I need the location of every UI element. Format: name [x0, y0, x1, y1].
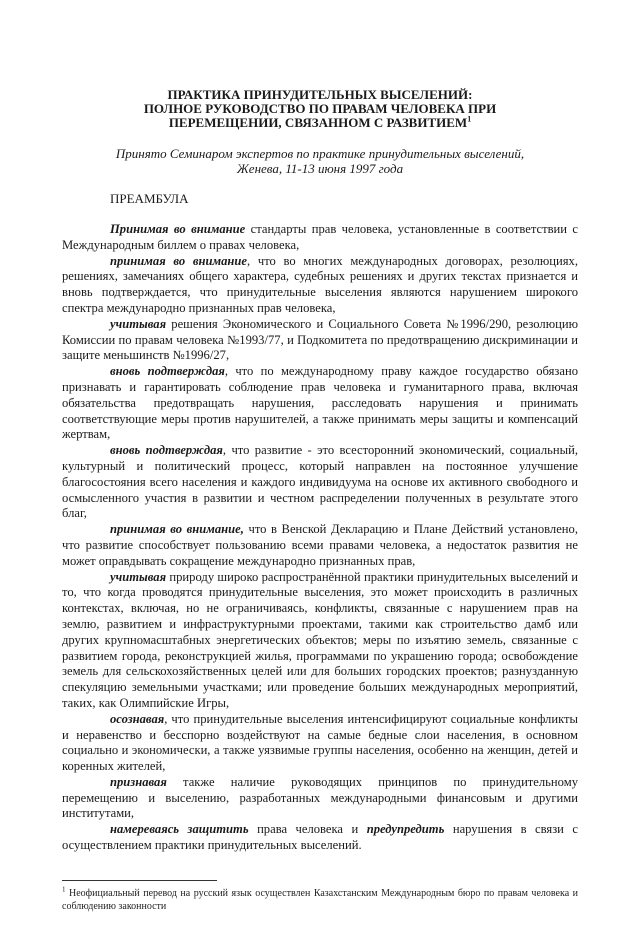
- paragraph-text-2: нарушения в связи с осуществлением практики принудительных выселений.: [62, 822, 578, 853]
- footnote-text: Неофициальный перевод на русский язык осуществлен Казахстанским Международным бюро по правам человека и соблюдению законности: [62, 887, 578, 913]
- footnote-divider: [62, 880, 217, 881]
- paragraph-text: решения Экономического и Социального Совета №1996/290, резолюцию Комиссии по правам человека №1993/77, и Подкомитета по предотвращению дискриминации и защите меньшинств №1996/27,: [62, 316, 578, 363]
- paragraph: [62, 254, 578, 317]
- paragraph: [62, 712, 578, 775]
- paragraph-lead-2: предупредить: [366, 822, 445, 837]
- paragraph-text: , что по международному праву каждое государство обязано признавать и гарантировать соблюдение прав человека и гуманитарного права, включая обязательства предотвращать нарушения, расследовать нарушения и принимать соответствующие меры против нарушителей, а также принимать меры защиты и компенсаций жертвам,: [62, 364, 578, 442]
- paragraph-lead: принимая во внимание,: [110, 522, 244, 537]
- section-heading: ПРЕАМБУЛА: [110, 191, 189, 206]
- paragraph: [62, 570, 578, 712]
- paragraph-text: , что во многих международных договорах, резолюциях, решениях, замечаниях общего характера, судебных решениях и других текстах признается и вновь подтверждается, что принудительные выселения являются нарушением широкого спектра международно признанных прав человека,: [62, 253, 578, 315]
- paragraph-text: стандарты прав человека, установленные в соответствии с Международным биллем о правах человека,: [62, 222, 578, 252]
- footnote-reference[interactable]: 1: [467, 114, 472, 124]
- paragraph: [62, 222, 578, 254]
- title-line-2: ПОЛНОЕ РУКОВОДСТВО ПО ПРАВАМ ЧЕЛОВЕКА ПРИ: [143, 101, 497, 116]
- paragraph-lead: учитывая: [110, 569, 167, 584]
- footnote: [62, 887, 578, 914]
- document-title: [62, 88, 578, 130]
- subtitle-line-1: Принято Семинаром экспертов по практике принудительных выселений,: [115, 146, 525, 161]
- title-line-3-text: ПЕРЕМЕЩЕНИИ, СВЯЗАННОМ С РАЗВИТИЕМ: [168, 115, 468, 130]
- paragraph-text: права человека и: [248, 822, 367, 837]
- paragraph-text: природу широко распространённой практики принудительных выселений и то, что когда проводятся принудительные выселения, это может происходить в различных контекстах, включая, но не ограничиваясь, конфликты, связанные с нарушением прав на землю, развитием и инфраструктурными проектами, такими как строительство дамб или других крупномасштабных энергетических объектов; меры по изъятию земель, связанные с развитием города, реконструкцией жилья, программами по украшению города; освобождение земель для сельскохозяйственных целей или для больших городских проектов; разнузданную спекуляцию земельными участками; или проведение больших международных мероприятий, таких, как Олимпийские Игры,: [62, 569, 578, 710]
- paragraph-text: , что развитие - это всесторонний экономический, социальный, культурный и политический процесс, который направлен на постоянное улучшение благосостояния всего населения и каждого индивидуума на основе их активного свободного и осмысленного участия в развитии и честном распределении полученных в результате этого благ,: [62, 443, 578, 521]
- preamble-body: [62, 222, 578, 854]
- paragraph-text: что в Венской Декларацию и Плане Действий установлено, что развитие способствует пользованию всеми правами человека, а недостаток развития не может оправдывать сокращение международно признанных прав,: [62, 522, 578, 568]
- title-line-3: [62, 116, 578, 130]
- title-line-1: ПРАКТИКА ПРИНУДИТЕЛЬНЫХ ВЫСЕЛЕНИЙ:: [167, 87, 473, 102]
- paragraph-lead: вновь подтверждая: [110, 364, 225, 379]
- paragraph: [62, 522, 578, 569]
- paragraph: [62, 775, 578, 822]
- paragraph: [62, 822, 578, 854]
- paragraph: [62, 443, 578, 522]
- paragraph-lead: вновь подтверждая: [110, 443, 223, 458]
- paragraph-lead: признавая: [110, 774, 167, 789]
- paragraph-lead: намереваясь защитить: [110, 822, 249, 837]
- footnote-mark: 1: [62, 885, 66, 894]
- paragraph-text: , что принудительные выселения интенсифицируют социальные конфликты и неравенство и бесспорно воздействуют на самые бедные слои населения, в основном социально и экономически, а также уязвимые группы населения, особенно на женщин, детей и коренных жителей,: [62, 711, 578, 774]
- paragraph-lead: принимая во внимание: [110, 253, 248, 268]
- paragraph-lead: учитывая: [110, 316, 167, 331]
- paragraph-lead: осознавая: [110, 711, 165, 726]
- document-subtitle: [62, 147, 578, 176]
- subtitle-line-2: Женева, 11-13 июня 1997 года: [236, 160, 404, 176]
- paragraph: [62, 317, 578, 364]
- paragraph-lead: Принимая во внимание: [110, 222, 246, 236]
- paragraph: [62, 364, 578, 443]
- paragraph-text: также наличие руководящих принципов по принудительному перемещению и выселению, разработанных международными финансовым и другими институтами,: [62, 774, 578, 821]
